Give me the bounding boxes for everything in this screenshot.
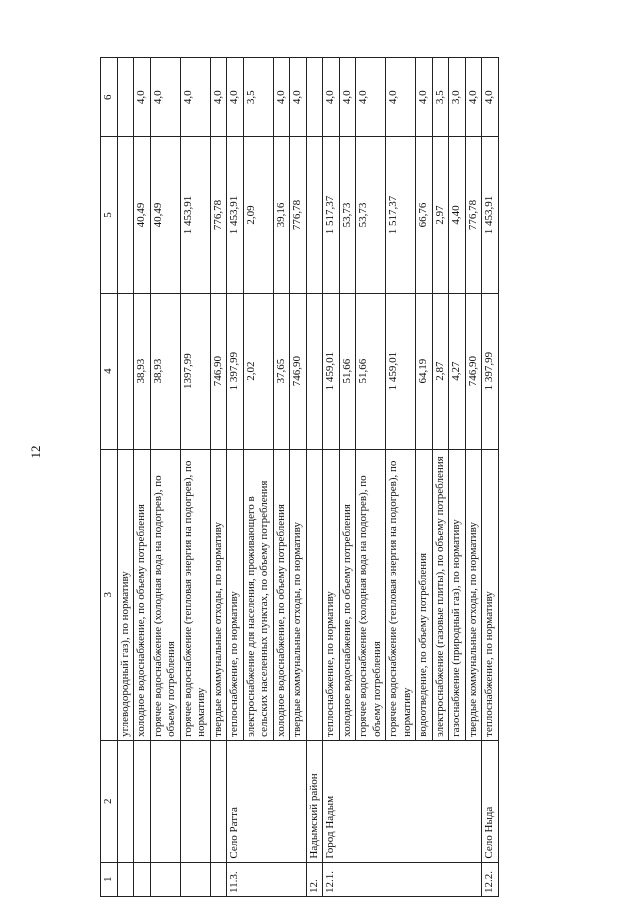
- header-cell-2: 2: [101, 740, 118, 862]
- place-name: [150, 740, 180, 862]
- value-col6: 4,0: [227, 58, 244, 137]
- place-name: Надымский район: [306, 740, 323, 862]
- service-name: твердые коммунальные отходы, по нормативу: [465, 449, 482, 740]
- table-row: [134, 58, 151, 897]
- row-number: [117, 862, 134, 896]
- value-col6: [306, 58, 323, 137]
- service-name: электроснабжение (газовые плиты), по объему потребления: [432, 449, 449, 740]
- row-number: 11.3.: [227, 862, 307, 896]
- value-col6: 3,5: [243, 58, 273, 137]
- service-name: теплоснабжение, по нормативу: [227, 449, 244, 740]
- value-col5: 1 517,37: [386, 137, 416, 293]
- place-name: [117, 740, 134, 862]
- table-row: [150, 58, 180, 897]
- value-col5: [306, 137, 323, 293]
- service-name: горячее водоснабжение (холодная вода на подогрев), по объему потребления: [150, 449, 180, 740]
- value-col6: 4,0: [323, 58, 340, 137]
- header-cell-5: 5: [101, 137, 118, 293]
- value-col5: 2,09: [243, 137, 273, 293]
- place-name: Село Ныда: [482, 740, 499, 862]
- value-col6: 4,0: [180, 58, 210, 137]
- value-col5: 2,97: [432, 137, 449, 293]
- value-col4: 38,93: [150, 293, 180, 449]
- header-cell-3: 3: [101, 449, 118, 740]
- place-name: Город Надым: [323, 740, 482, 862]
- value-col5: 1 517,37: [323, 137, 340, 293]
- header-cell-6: 6: [101, 58, 118, 137]
- value-col4: [117, 293, 134, 449]
- service-name: электроснабжение для населения, проживающего в сельских населенных пунктах, по объему потребления: [243, 449, 273, 740]
- value-col4: 2,02: [243, 293, 273, 449]
- row-number: [180, 862, 210, 896]
- value-col6: 3,5: [432, 58, 449, 137]
- value-col4: 746,90: [465, 293, 482, 449]
- value-col6: 4,0: [356, 58, 386, 137]
- service-name: теплоснабжение, по нормативу: [482, 449, 499, 740]
- page-number: 12: [28, 445, 43, 459]
- value-col6: 4,0: [465, 58, 482, 137]
- row-number: [210, 862, 227, 896]
- value-col6: 4,0: [134, 58, 151, 137]
- value-col5: 776,78: [210, 137, 227, 293]
- value-col5: 40,49: [150, 137, 180, 293]
- service-name: газоснабжение (природный газ), по нормативу: [449, 449, 466, 740]
- value-col4: 1 459,01: [386, 293, 416, 449]
- value-col4: 1 459,01: [323, 293, 340, 449]
- value-col5: 40,49: [134, 137, 151, 293]
- value-col5: 776,78: [290, 137, 307, 293]
- value-col5: 4,40: [449, 137, 466, 293]
- service-name: холодное водоснабжение, по объему потребления: [273, 449, 290, 740]
- tariff-table: [100, 57, 499, 897]
- value-col6: 4,0: [339, 58, 356, 137]
- value-col5: 66,76: [416, 137, 433, 293]
- place-name: [134, 740, 151, 862]
- service-name: углеводородный газ), по нормативу: [117, 449, 134, 740]
- place-name: [180, 740, 210, 862]
- service-name: горячее водоснабжение (тепловая энергия на подогрев), по нормативу: [386, 449, 416, 740]
- value-col5: 1 453,91: [227, 137, 244, 293]
- value-col5: 1 453,91: [180, 137, 210, 293]
- value-col4: 1 397,99: [482, 293, 499, 449]
- table-row: [117, 58, 134, 897]
- value-col5: [117, 137, 134, 293]
- table-row: [323, 58, 340, 897]
- value-col6: 4,0: [150, 58, 180, 137]
- value-col4: 1397,99: [180, 293, 210, 449]
- value-col4: 2,87: [432, 293, 449, 449]
- value-col6: 4,0: [482, 58, 499, 137]
- table-row: [180, 58, 210, 897]
- value-col4: 746,90: [290, 293, 307, 449]
- value-col6: 4,0: [273, 58, 290, 137]
- service-name: холодное водоснабжение, по объему потребления: [339, 449, 356, 740]
- service-name: [306, 449, 323, 740]
- value-col6: 4,0: [210, 58, 227, 137]
- header-row: [101, 58, 118, 897]
- header-cell-4: 4: [101, 293, 118, 449]
- row-number: [150, 862, 180, 896]
- table-row: [210, 58, 227, 897]
- place-name: Село Ратта: [227, 740, 307, 862]
- value-col5: 776,78: [465, 137, 482, 293]
- service-name: твердые коммунальные отходы, по нормативу: [290, 449, 307, 740]
- value-col6: 4,0: [416, 58, 433, 137]
- value-col5: 1 453,91: [482, 137, 499, 293]
- value-col6: 4,0: [290, 58, 307, 137]
- place-name: [210, 740, 227, 862]
- value-col6: 3,0: [449, 58, 466, 137]
- value-col6: 4,0: [386, 58, 416, 137]
- value-col4: [306, 293, 323, 449]
- service-name: водоотведение, по объему потребления: [416, 449, 433, 740]
- service-name: твердые коммунальные отходы, по нормативу: [210, 449, 227, 740]
- table-row: [306, 58, 323, 897]
- header-cell-1: 1: [101, 862, 118, 896]
- row-number: 12.1.: [323, 862, 482, 896]
- value-col5: 53,73: [339, 137, 356, 293]
- value-col6: [117, 58, 134, 137]
- service-name: горячее водоснабжение (холодная вода на подогрев), по объему потребления: [356, 449, 386, 740]
- table-row: [482, 58, 499, 897]
- service-name: горячее водоснабжение (тепловая энергия на подогрев), по нормативу: [180, 449, 210, 740]
- table-row: [227, 58, 244, 897]
- value-col4: 1 397,99: [227, 293, 244, 449]
- value-col5: 39,16: [273, 137, 290, 293]
- row-number: 12.: [306, 862, 323, 896]
- row-number: 12.2.: [482, 862, 499, 896]
- value-col4: 51,66: [339, 293, 356, 449]
- service-name: холодное водоснабжение, по объему потребления: [134, 449, 151, 740]
- value-col4: 38,93: [134, 293, 151, 449]
- value-col4: 37,65: [273, 293, 290, 449]
- value-col4: 4,27: [449, 293, 466, 449]
- row-number: [134, 862, 151, 896]
- service-name: теплоснабжение, по нормативу: [323, 449, 340, 740]
- value-col4: 51,66: [356, 293, 386, 449]
- rotated-table-container: [100, 57, 610, 897]
- value-col5: 53,73: [356, 137, 386, 293]
- value-col4: 746,90: [210, 293, 227, 449]
- value-col4: 64,19: [416, 293, 433, 449]
